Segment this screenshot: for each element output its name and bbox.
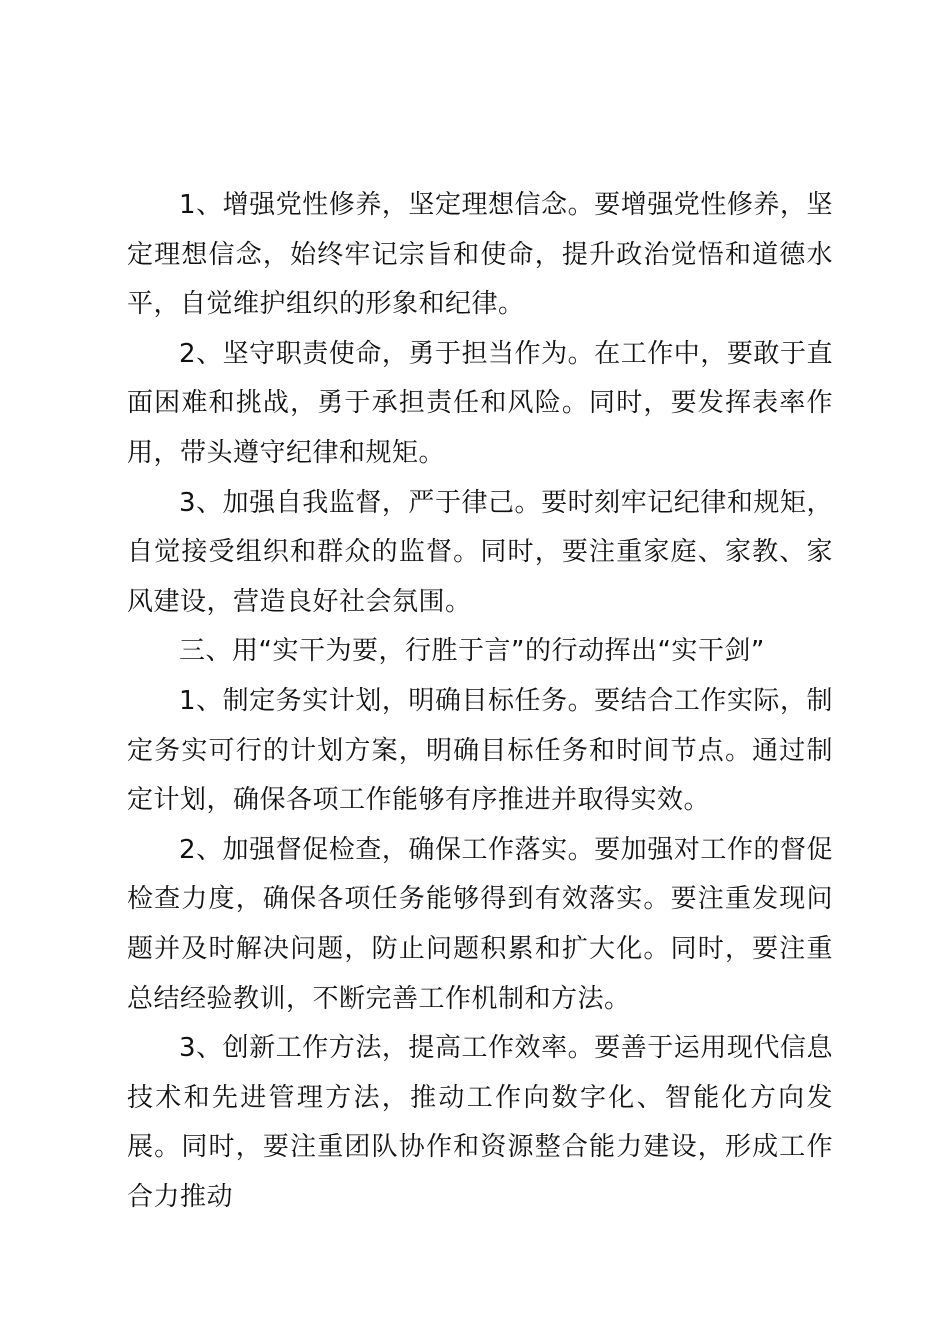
paragraph-5: 2、加强督促检查，确保工作落实。要加强对工作的督促检查力度，确保各项任务能够得到有效落实。要注重发现问题并及时解决问题，防止问题积累和扩大化。同时，要注重总结经验教训，不断完善工作机制和方法。 [127, 834, 833, 1014]
paragraph-4: 1、制定务实计划，明确目标任务。要结合工作实际，制定务实可行的计划方案，明确目标任务和时间节点。通过制定计划，确保各项工作能够有序推进并取得实效。 [127, 685, 833, 816]
document-body [127, 181, 833, 1222]
paragraph-1: 1、增强党性修养，坚定理想信念。要增强党性修养，坚定理想信念，始终牢记宗旨和使命，提升政治觉悟和道德水平，自觉维护组织的形象和纪律。 [127, 190, 833, 320]
paragraph-2: 2、坚守职责使命，勇于担当作为。在工作中，要敢于直面困难和挑战，勇于承担责任和风险。同时，要发挥表率作用，带头遵守纪律和规矩。 [127, 338, 833, 468]
paragraph-6: 3、创新工作方法，提高工作效率。要善于运用现代信息技术和先进管理方法，推动工作向数字化、智能化方向发展。同时，要注重团队协作和资源整合能力建设，形成工作合力推动 [127, 1033, 833, 1212]
paragraph-3: 3、加强自我监督，严于律己。要时刻牢记纪律和规矩，自觉接受组织和群众的监督。同时，要注重家庭、家教、家风建设，营造良好社会氛围。 [127, 487, 833, 617]
section-heading: 三、用“实干为要，行胜于言”的行动挥出“实干剑” [179, 636, 765, 667]
